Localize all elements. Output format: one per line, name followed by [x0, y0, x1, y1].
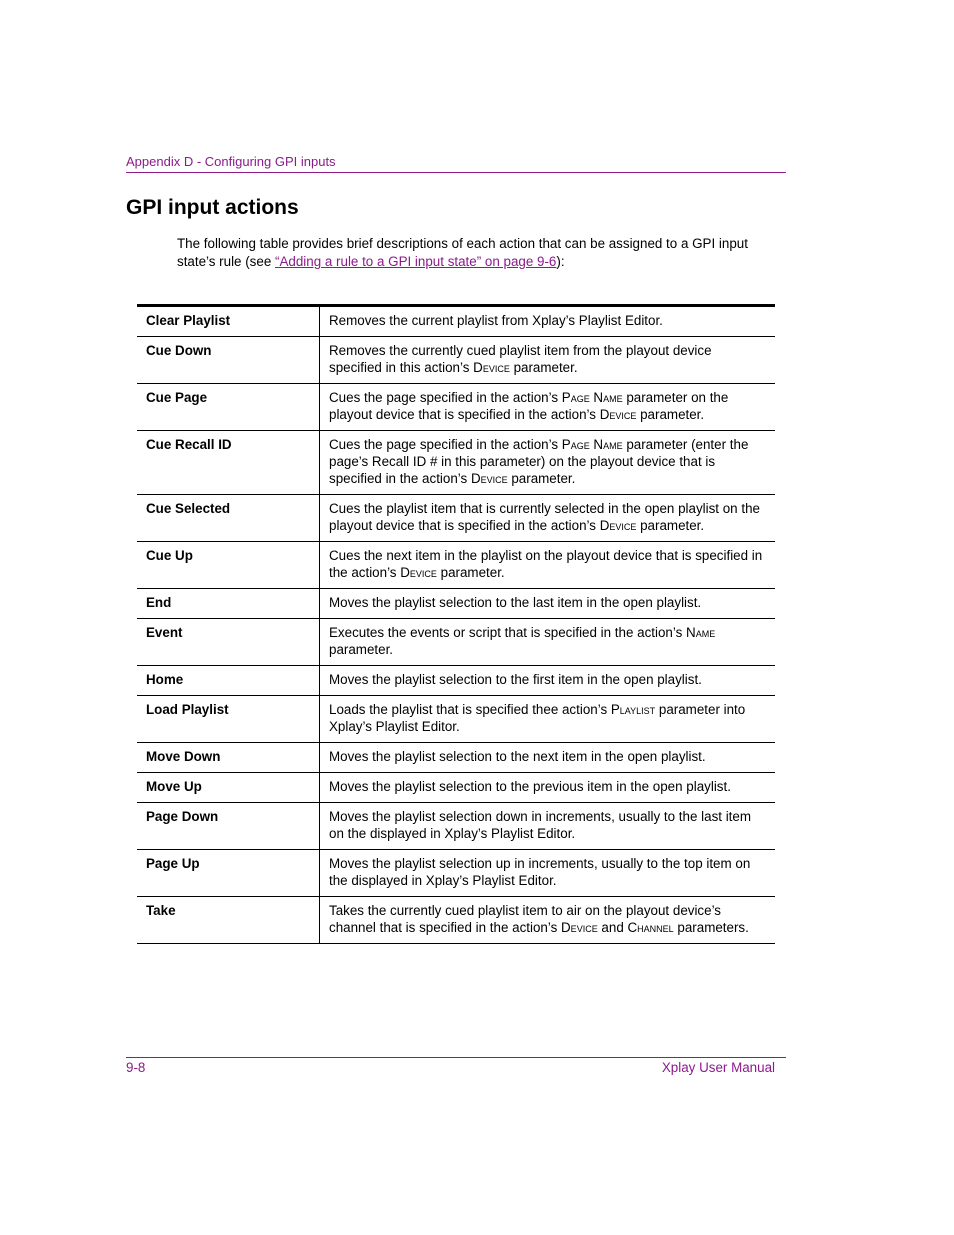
table-row: [137, 619, 775, 666]
action-description: [320, 589, 776, 619]
description-text: parameter.: [636, 407, 705, 422]
table-row: [137, 495, 775, 542]
table-row: [137, 337, 775, 384]
page-number: 9-8: [126, 1060, 146, 1075]
action-name: Move Down: [137, 743, 320, 773]
action-description: [320, 431, 776, 495]
description-text: parameter (enter the page’s Recall ID # in this parameter) on the playout device that is specified in the action’s: [329, 437, 749, 486]
description-text: Moves the playlist selection to the last item in the open playlist.: [329, 595, 702, 610]
action-description: [320, 542, 776, 589]
action-name: Cue Recall ID: [137, 431, 320, 495]
description-text: parameters.: [673, 920, 749, 935]
action-description: [320, 803, 776, 850]
action-description: [320, 897, 776, 944]
description-text: parameter.: [636, 518, 705, 533]
running-header: Appendix D - Configuring GPI inputs: [126, 154, 336, 169]
description-text: Removes the currently cued playlist item from the playout device specified in this action’s: [329, 343, 712, 375]
parameter-name: Page Name: [561, 437, 623, 452]
description-text: parameter into Xplay’s Playlist Editor.: [329, 702, 746, 734]
intro-text-end: ):: [556, 254, 565, 269]
actions-table: [137, 304, 775, 944]
description-text: Takes the currently cued playlist item to air on the playout device’s channel that is specified in the action’s: [329, 903, 722, 935]
table-row: [137, 897, 775, 944]
parameter-name: Device: [599, 518, 637, 533]
table-row: [137, 696, 775, 743]
description-text: parameter on the playout device that is specified in the action’s: [329, 390, 729, 422]
description-text: parameter.: [436, 565, 505, 580]
action-name: Load Playlist: [137, 696, 320, 743]
parameter-name: Channel: [627, 920, 674, 935]
action-name: Event: [137, 619, 320, 666]
action-name: Move Up: [137, 773, 320, 803]
description-text: parameter.: [509, 360, 578, 375]
table-row: [137, 743, 775, 773]
parameter-name: Playlist: [610, 702, 656, 717]
page-title: GPI input actions: [126, 196, 299, 219]
parameter-name: Name: [686, 625, 716, 640]
table-row: [137, 384, 775, 431]
action-description: [320, 619, 776, 666]
description-text: Removes the current playlist from Xplay’s Playlist Editor.: [329, 313, 663, 328]
parameter-name: Device: [561, 920, 598, 935]
description-text: Moves the playlist selection to the next item in the open playlist.: [329, 749, 706, 764]
parameter-name: Device: [599, 407, 637, 422]
action-name: Page Down: [137, 803, 320, 850]
action-description: [320, 337, 776, 384]
action-name: Cue Page: [137, 384, 320, 431]
action-name: Page Up: [137, 850, 320, 897]
header-rule: [126, 172, 786, 173]
action-name: End: [137, 589, 320, 619]
action-name: Cue Up: [137, 542, 320, 589]
parameter-name: Device: [400, 565, 437, 580]
manual-title: Xplay User Manual: [661, 1060, 775, 1075]
action-description: [320, 696, 776, 743]
table-row: [137, 666, 775, 696]
intro-text: The following table provides brief descriptions of each action that can be assigned to a GPI input state’s rule (see: [177, 236, 748, 269]
intro-paragraph: [177, 235, 777, 271]
description-text: Cues the playlist item that is currently selected in the open playlist on the playout device that is specified in the action’s: [329, 501, 760, 533]
table-row: [137, 803, 775, 850]
footer-rule: [126, 1057, 786, 1058]
action-name: Cue Selected: [137, 495, 320, 542]
description-text: Cues the next item in the playlist on the playout device that is specified in the action’s: [329, 548, 763, 580]
action-description: [320, 850, 776, 897]
action-description: [320, 306, 776, 337]
actions-table-body: [137, 306, 775, 944]
description-text: Moves the playlist selection down in increments, usually to the last item on the displayed in Xplay’s Playlist Editor.: [329, 809, 752, 841]
action-description: [320, 666, 776, 696]
parameter-name: Device: [473, 360, 510, 375]
table-row: [137, 589, 775, 619]
description-text: parameter.: [507, 471, 576, 486]
description-text: Moves the playlist selection to the first item in the open playlist.: [329, 672, 702, 687]
description-text: Cues the page specified in the action’s: [329, 437, 562, 452]
action-description: [320, 495, 776, 542]
action-name: Cue Down: [137, 337, 320, 384]
description-text: Executes the events or script that is specified in the action’s: [329, 625, 687, 640]
description-text: Moves the playlist selection to the previous item in the open playlist.: [329, 779, 731, 794]
cross-reference-link[interactable]: “Adding a rule to a GPI input state” on page 9-6: [275, 254, 557, 269]
table-row: [137, 306, 775, 337]
description-text: Moves the playlist selection up in increments, usually to the top item on the displayed in Xplay’s Playlist Editor.: [329, 856, 751, 888]
action-description: [320, 384, 776, 431]
description-text: Loads the playlist that is specified thee action’s: [329, 702, 611, 717]
parameter-name: Page Name: [561, 390, 623, 405]
description-text: and: [597, 920, 628, 935]
table-row: [137, 773, 775, 803]
action-description: [320, 743, 776, 773]
table-row: [137, 431, 775, 495]
table-row: [137, 850, 775, 897]
description-text: parameter.: [329, 642, 394, 657]
action-description: [320, 773, 776, 803]
table-row: [137, 542, 775, 589]
parameter-name: Device: [470, 471, 508, 486]
action-name: Take: [137, 897, 320, 944]
action-name: Home: [137, 666, 320, 696]
description-text: Cues the page specified in the action’s: [329, 390, 562, 405]
action-name: Clear Playlist: [137, 306, 320, 337]
